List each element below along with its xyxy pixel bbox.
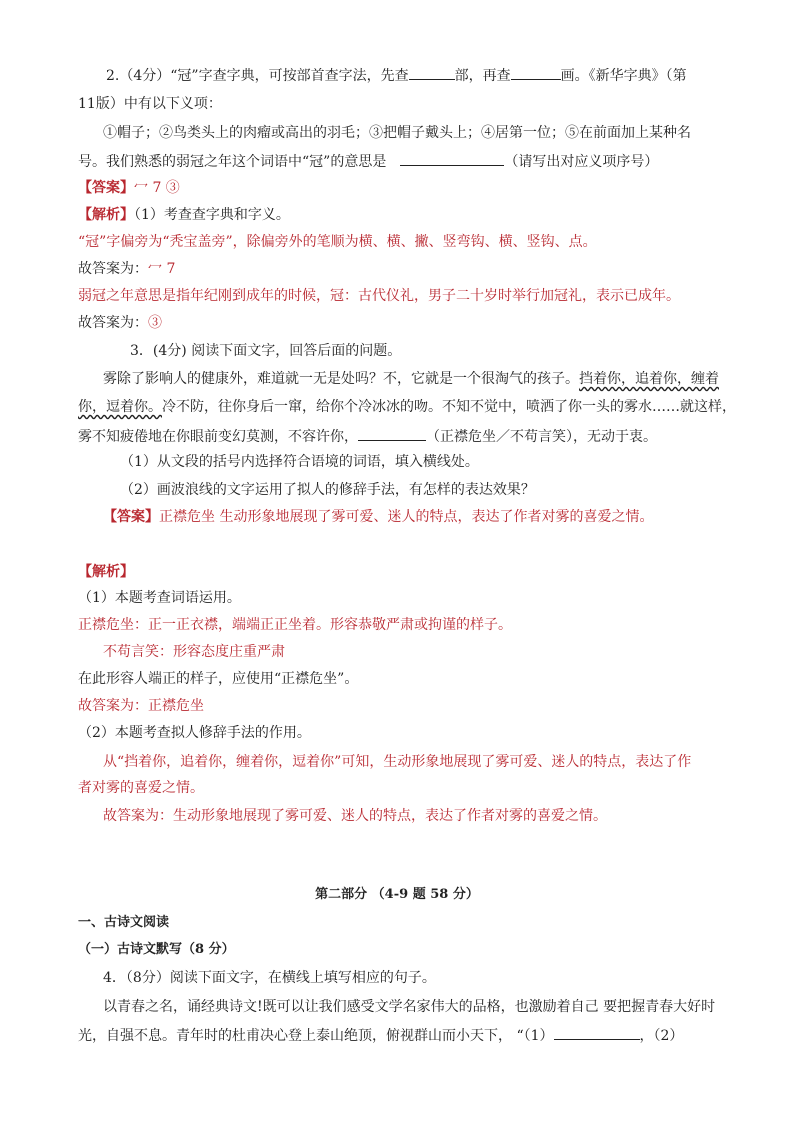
q3-passage-line2: 你，逗着你。冷不防，往你身后一窜，给你个冷冰冰的吻。不知不觉中，喷洒了你一头的雾水……就这样， — [78, 399, 736, 415]
q4-title: 4．（8分）阅读下面文字，在横线上填写相应的句子。 — [103, 970, 436, 986]
q3-analysis-8: 者对雾的喜爱之情。 — [78, 780, 204, 796]
q2-line4: 号。我们熟悉的弱冠之年这个词语中“冠”的意思是 （请写出对应义项序号） — [78, 150, 658, 172]
q3-analysis-7: 从“挡着你，追着你，缠着你，逗着你”可知，生动形象地展现了雾可爱、迷人的特点，表达了作 — [103, 754, 692, 770]
q2-line1: 2.（4分）“冠”字查字典，可按部首查字法，先查 部，再查 画。《新华字典》（第 — [106, 64, 687, 86]
q3-analysis-tag: 【解析】 — [78, 564, 134, 580]
q4-passage-line2: 光，自强不息。青年时的杜甫决心登上泰山绝顶，俯视群山而小天下， “（1） ，（2） — [78, 1024, 683, 1046]
q3-analysis-4: 在此形容人端正的样子，应使用“正襟危坐”。 — [78, 671, 359, 687]
q2-analysis-4: 弱冠之年意思是指年纪刚到成年的时候，冠：古代仪礼，男子二十岁时举行加冠礼，表示已成年。 — [78, 288, 680, 304]
q3-title: 3．(4分) 阅读下面文字，回答后面的问题。 — [130, 343, 402, 359]
q2-line3: ①帽子；②鸟类头上的肉瘤或高出的羽毛；③把帽子戴头上；④居第一位；⑤在前面加上某种名 — [103, 125, 691, 141]
q3-analysis-9: 故答案为：生动形象地展现了雾可爱、迷人的特点，表达了作者对雾的喜爱之情。 — [103, 808, 607, 824]
q3-analysis-5: 故答案为：正襟危坐 — [78, 698, 204, 714]
blank-meaning[interactable] — [400, 150, 504, 166]
blank-idiom[interactable] — [358, 425, 426, 441]
q3-answer: 【答案】正襟危坐 生动形象地展现了雾可爱、迷人的特点，表达了作者对雾的喜爱之情。 — [103, 509, 654, 525]
blank-poem-1[interactable] — [554, 1024, 640, 1040]
q3-analysis-1: （1）本题考查词语运用。 — [78, 590, 241, 606]
blank-radical[interactable] — [409, 64, 455, 80]
q4-passage-line1: 以青春之名，诵经典诗文!既可以让我们感受文学名家伟大的品格，也激励着自己 要把握青春大好时 — [103, 999, 716, 1015]
blank-strokes[interactable] — [511, 64, 561, 80]
q3-analysis-2: 正襟危坐：正一正衣襟，端端正正坐着。形容恭敬严肃或拘谨的样子。 — [78, 617, 512, 633]
q2-analysis-3: 故答案为：冖 7 — [78, 261, 176, 277]
q2-answer: 【答案】冖 7 ③ — [78, 180, 180, 196]
section-title: 一、古诗文阅读 — [78, 915, 170, 930]
q3-passage-line1: 雾除了影响人的健康外，难道就一无是处吗？不，它就是一个很淘气的孩子。挡着你，追着你，缠着 — [103, 371, 719, 387]
q3-sub2: （2）画波浪线的文字运用了拟人的修辞手法，有怎样的表达效果？ — [120, 482, 535, 498]
q3-passage-line3: 雾不知疲倦地在你眼前变幻莫测，不容许你， （正襟危坐／不苟言笑），无动于衷。 — [78, 425, 657, 447]
q2-line2: 11版）中有以下义项： — [78, 96, 222, 112]
q2-analysis-1: 【解析】（1）考查查字典和字义。 — [78, 207, 290, 223]
q3-analysis-3: 不苟言笑：形容态度庄重严肃 — [103, 644, 285, 660]
q2-analysis-5: 故答案为：③ — [78, 315, 162, 331]
q2-analysis-2: “冠”字偏旁为“秃宝盖旁”，除偏旁外的笔顺为横、横、撇、竖弯钩、横、竖钩、点。 — [78, 234, 597, 250]
subsection-title: （一）古诗文默写（8 分） — [78, 942, 235, 957]
part2-heading: 第二部分 （4-9 题 58 分） — [315, 887, 479, 902]
q3-analysis-6: （2）本题考查拟人修辞手法的作用。 — [78, 725, 311, 741]
q3-sub1: （1）从文段的括号内选择符合语境的词语，填入横线处。 — [120, 454, 479, 470]
